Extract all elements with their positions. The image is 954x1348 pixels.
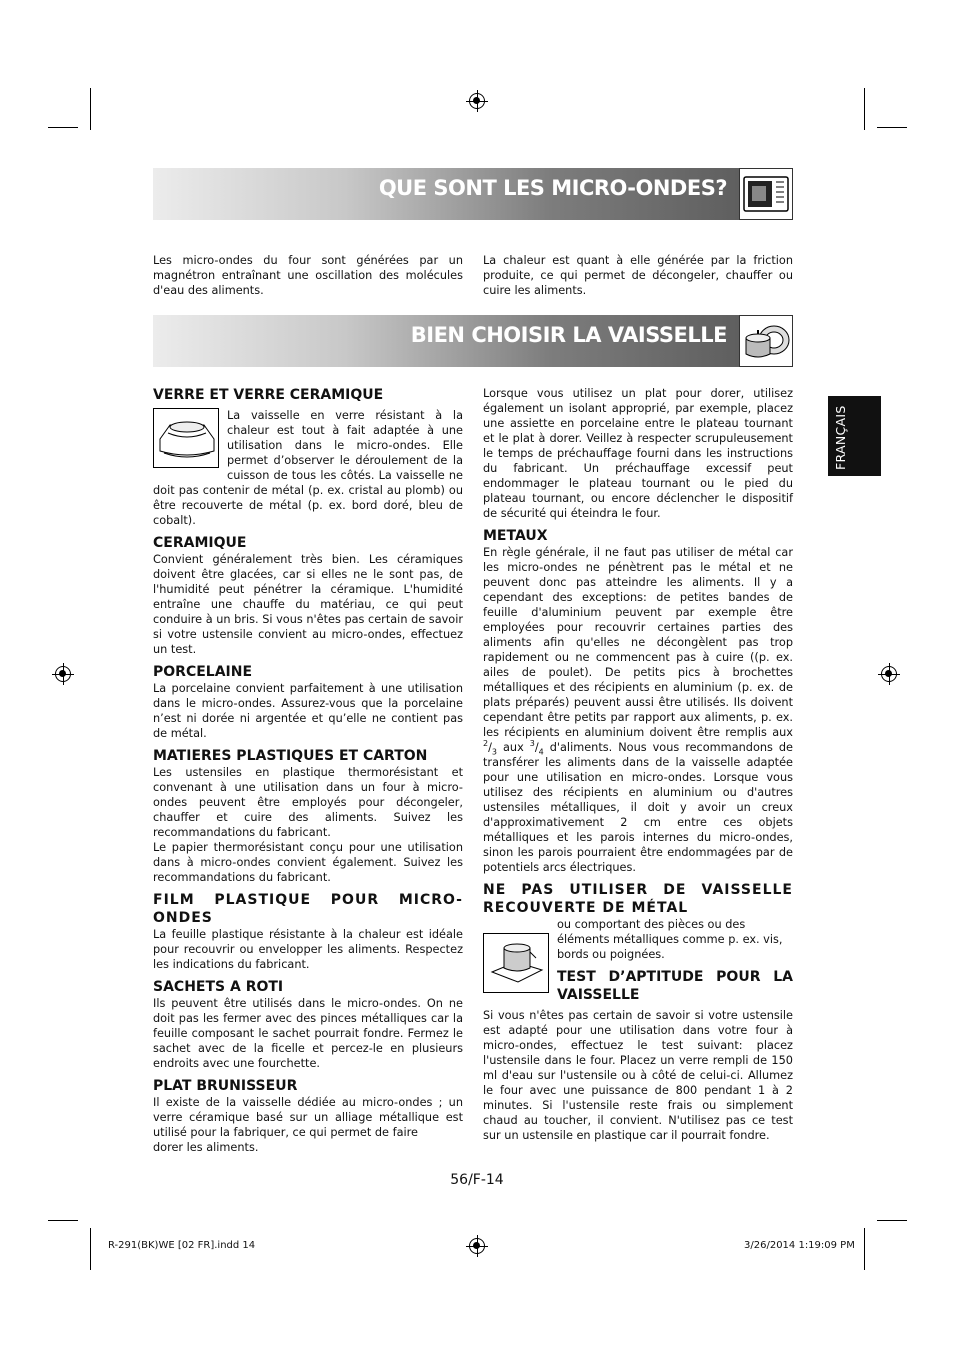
metaux-text-1: En règle générale, il ne faut pas utiliser de métal car les micro-ondes ne pénètrent pas le métal et ne peuvent donc pas atteindre les aliments. Il y a cependant des exceptions: de petites bandes de feuille d'aluminium peuvent par exemple être employées pour recouvrir certaines parties des aliments afin qu'elles ne décongèlent pas trop rapidement ou ne commencent pas à cuire ((p. ex. ailes de poulet). De petits pics à brochettes métalliques et des récipients en aluminium (p. ex. de plats préparés) peuvent aussi être utilisés. Ils doivent cependant être petits par rapport aux aliments, p. ex. les récipients en aluminium doivent être remplis aux	[483, 546, 793, 739]
crop-mark	[877, 127, 907, 128]
heading-metaux: METAUX	[483, 528, 548, 544]
paragraph-plat-1: Il existe de la vaisselle dédiée au micro-ondes ; un verre céramique basé sur un alliage métallique est utilisé pour la fabriquer, ce qui permet de faire	[153, 1096, 463, 1139]
metaux-text-2: d'aliments. Nous vous recommandons de transférer les aliments dans de la vaisselle adaptée pour une utilisation en micro-ondes. Lorsque vous utilisez des récipients en aluminium ou d'autres ustensiles métalliques, il doit y avoir un creux d'approximativement 2 cm entre ces objets métalliques et les parois internes du micro-ondes, sinon les parois pourraient être endommagées par de potentiels arcs électriques.	[483, 741, 793, 874]
fraction-denominator: 4	[538, 747, 544, 757]
heading-film: FILM PLASTIQUE POUR MICRO-ONDES	[153, 892, 463, 926]
intro-left-text: Les micro-ondes du four sont générées par un magnétron entraînant une oscillation des molécules d'eau des aliments.	[153, 254, 463, 297]
heading-plastique: MATIERES PLASTIQUES ET CARTON	[153, 748, 428, 764]
crop-mark	[90, 1228, 91, 1270]
heading-sachets: SACHETS A ROTI	[153, 979, 284, 995]
paragraph-verre: La vaisselle en verre résistant à la chaleur est tout à fait adaptée à une utilisation dans le micro-ondes. Elle permet d’observer le déroulement de la cuisson de tous les côtés. La vaisselle ne doit pas contenir de métal (p. ex. cristal au plomb) ou être recouverte de métal (p. ex. bord doré, bleu de cobalt).	[153, 409, 463, 527]
heading-test: TEST D’APTITUDE POUR LA VAISSELLE	[557, 969, 793, 1003]
paragraph-plat-2: dorer les aliments.	[153, 1141, 259, 1154]
paragraph-test: Si vous n'êtes pas certain de savoir si votre ustensile est adapté pour une utilisation dans votre four à micro-ondes, effectuez le test suivant: placez l'ustensile dans le four. Placez un verre rempli de 150 ml d'eau sur l'ustensile ou à côté de celui-ci. Allumez le four avec une puissance de 800 pendant 1 à 2 minutes. Si l'ustensile reste frais ou simplement chaud au toucher, il convient. N'utilisez pas ce test sur un ustensile en plastique car il pourrait fondre.	[483, 1009, 793, 1142]
left-column	[153, 386, 463, 1155]
metal-dish-illustration	[483, 933, 549, 993]
footer-filename: R-291(BK)WE [02 FR].indd 14	[108, 1240, 256, 1251]
intro-left	[153, 253, 463, 298]
paragraph-sachets: Ils peuvent être utilisés dans le micro-ondes. On ne doit pas les fermer avec des pinces métalliques car la feuille composant le sachet pourrait fondre. Fermez le sachet avec de la ficelle et percez-le en plusieurs endroits avec une fourchette.	[153, 997, 463, 1070]
heading-verre: VERRE ET VERRE CERAMIQUE	[153, 387, 384, 403]
fraction-denominator: 3	[491, 747, 497, 757]
paragraph-film: La feuille plastique résistante à la chaleur est idéale pour recouvrir ou envelopper les aliments. Respectez les indications du fabricant.	[153, 928, 463, 971]
registration-mark-icon	[469, 1238, 485, 1254]
heading-porcelaine: PORCELAINE	[153, 664, 253, 680]
section-title: QUE SONT LES MICRO-ONDES?	[378, 176, 727, 200]
section-banner-micro-ondes	[153, 168, 793, 220]
paragraph-metaux: En règle générale, il ne faut pas utiliser de métal car les micro-ondes ne pénètrent pas le métal et ne peuvent donc pas atteindre les aliments. Il y a cependant des exceptions: de petites bandes de feuille d'aluminium peuvent par exemple être employées pour recouvrir certaines parties des aliments afin qu'elles ne décongèlent pas trop rapidement ou ne commencent pas à cuire ((p. ex. ailes de poulet). De petits pics à brochettes métalliques et des récipients en aluminium (p. ex. de plats préparés) peuvent aussi être utilisés. Ils doivent cependant être petits par rapport aux aliments, p. ex. les récipients en aluminium doivent être remplis aux $^2/_3$ aux $^3/_4$ d'aliments. Nous vous recommandons de transférer les aliments dans de la vaisselle adaptée pour une utilisation en micro-ondes. Lorsque vous utilisez des récipients en aluminium ou d'autres ustensiles métalliques, il doit y avoir un creux d'approximativement 2 cm entre ces objets métalliques et les parois internes du micro-ondes, sinon les parois pourraient être endommagées par de potentiels arcs électriques.	[483, 546, 793, 874]
paragraph-plastique-1: Les ustensiles en plastique thermorésistant et convenant à une utilisation dans un four à micro-ondes peuvent être employés pour décongeler, chauffer et cuire des aliments. Suivez les recommandations du fabricant.	[153, 766, 463, 839]
fraction-numerator: 3	[529, 739, 535, 749]
paragraph-ne-pas-utiliser: ou comportant des pièces ou des éléments métalliques comme p. ex. vis, bords ou poignées.	[557, 918, 783, 961]
registration-mark-icon	[55, 666, 71, 682]
crop-mark	[864, 88, 865, 130]
crop-mark	[48, 127, 78, 128]
right-column	[483, 386, 793, 1143]
page-number: 56/F-14	[450, 1172, 504, 1188]
intro-right	[483, 253, 793, 298]
language-tab-label: FRANÇAIS	[833, 405, 848, 470]
heading-ne-pas-utiliser: NE PAS UTILISER DE VAISSELLE RECOUVERTE DE MÉTAL	[483, 882, 793, 916]
microwave-icon	[739, 168, 793, 220]
glass-dish-illustration	[153, 408, 219, 468]
crop-mark	[48, 1220, 78, 1221]
intro-right-text: La chaleur est quant à elle générée par la friction produite, ce qui permet de décongeler, chauffer ou cuire les aliments.	[483, 254, 793, 297]
metaux-aux: aux	[502, 741, 524, 754]
paragraph-porcelaine: La porcelaine convient parfaitement à une utilisation dans le micro-ondes. Assurez-vous que la porcelaine n’est ni dorée ni argentée et qu’elle ne contient pas de métal.	[153, 682, 463, 740]
cookware-icon	[739, 315, 793, 367]
section-banner-vaisselle	[153, 315, 793, 367]
registration-mark-icon	[881, 666, 897, 682]
paragraph-dorer: Lorsque vous utilisez un plat pour dorer, utilisez également un isolant approprié, par exemple, placez une assiette en porcelaine entre le plateau tournant et le plat à dorer. Veillez à respecter scrupuleusement le temps de préchauffage fourni dans les instructions du fabricant. Un préchauffage excessif peut endommager le plateau tournant ou le pied du plateau tournant, ou encore déclencher le dispositif de sécurité qui éteindra le four.	[483, 387, 793, 520]
crop-mark	[90, 88, 91, 130]
paragraph-ceramique: Convient généralement très bien. Les céramiques doivent être glacées, car si elles ne le sont pas, de l'humidité peut pénétrer la céramique. L'humidité entraîne une chauffe du matériau, ce qui peut conduire à un bris. Si vous n'êtes pas certain de savoir si votre ustensile convient au micro-ondes, effectuez un test.	[153, 553, 463, 656]
crop-mark	[864, 1228, 865, 1270]
paragraph-plastique-2: Le papier thermorésistant conçu pour une utilisation dans à micro-ondes convient également. Suivez les recommandations du fabricant.	[153, 841, 463, 884]
heading-plat: PLAT BRUNISSEUR	[153, 1078, 298, 1094]
registration-mark-icon	[469, 93, 485, 109]
heading-ceramique: CERAMIQUE	[153, 535, 247, 551]
fraction-numerator: 2	[483, 739, 489, 749]
section-title: BIEN CHOISIR LA VAISSELLE	[410, 323, 727, 347]
footer-timestamp: 3/26/2014 1:19:09 PM	[744, 1240, 855, 1251]
language-tab	[828, 396, 881, 476]
crop-mark	[877, 1220, 907, 1221]
